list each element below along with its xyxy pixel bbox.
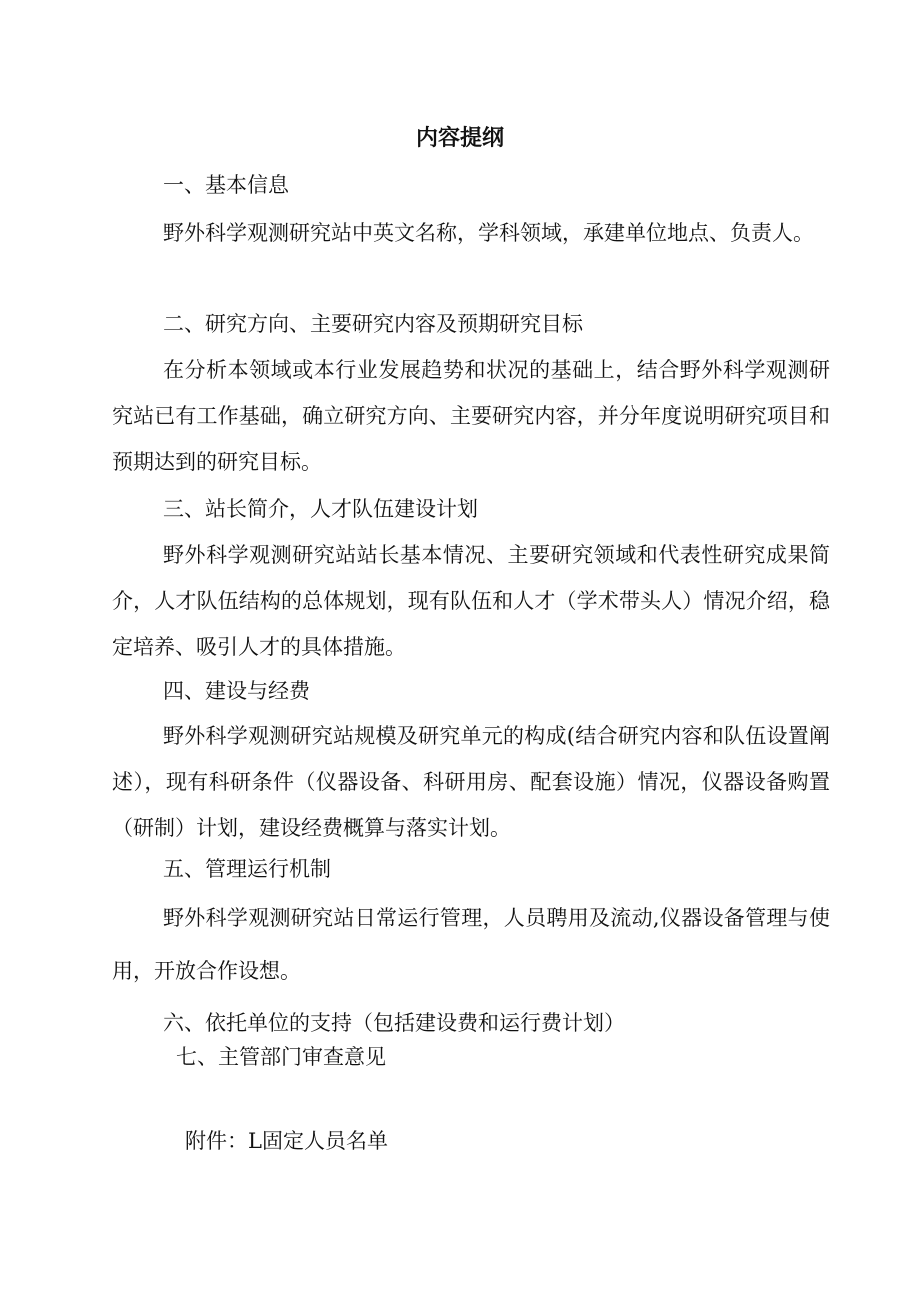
- section-heading-host-support: 六、依托单位的支持（包括建设费和运行费计划）: [163, 1011, 625, 1035]
- section-heading-construction-funding: 四、建设与经费: [163, 679, 310, 703]
- section-heading-basic-info: 一、基本信息: [163, 173, 289, 197]
- section-heading-review-opinion: 七、主管部门审查意见: [176, 1045, 386, 1069]
- section-body-station-head: 野外科学观测研究站站长基本情况、主要研究领域和代表性研究成果简介，人才队伍结构的总体规划，现有队伍和人才（学术带头人）情况介绍，稳定培养、吸引人才的具体措施。: [112, 543, 830, 659]
- section-body-construction-funding: 野外科学观测研究站规模及研究单元的构成(结合研究内容和队伍设置阐述），现有科研条件（仪器设备、科研用房、配套设施）情况，仪器设备购置（研制）计划，建设经费概算与落实计划。: [112, 724, 830, 840]
- section-body-basic-info: 野外科学观测研究站中英文名称，学科领域，承建单位地点、负责人。: [163, 221, 814, 245]
- section-heading-research-direction: 二、研究方向、主要研究内容及预期研究目标: [163, 312, 583, 336]
- section-heading-station-head: 三、站长简介，人才队伍建设计划: [163, 497, 478, 521]
- section-body-management: 野外科学观测研究站日常运行管理，人员聘用及流动,仪器设备管理与使用，开放合作设想。: [112, 906, 830, 983]
- attachment-line: 附件：L固定人员名单: [185, 1129, 388, 1153]
- page-title: 内容提纲: [415, 125, 504, 151]
- section-heading-management: 五、管理运行机制: [163, 857, 331, 881]
- section-body-research-direction: 在分析本领域或本行业发展趋势和状况的基础上，结合野外科学观测研究站已有工作基础，确立研究方向、主要研究内容，并分年度说明研究项目和预期达到的研究目标。: [112, 358, 830, 474]
